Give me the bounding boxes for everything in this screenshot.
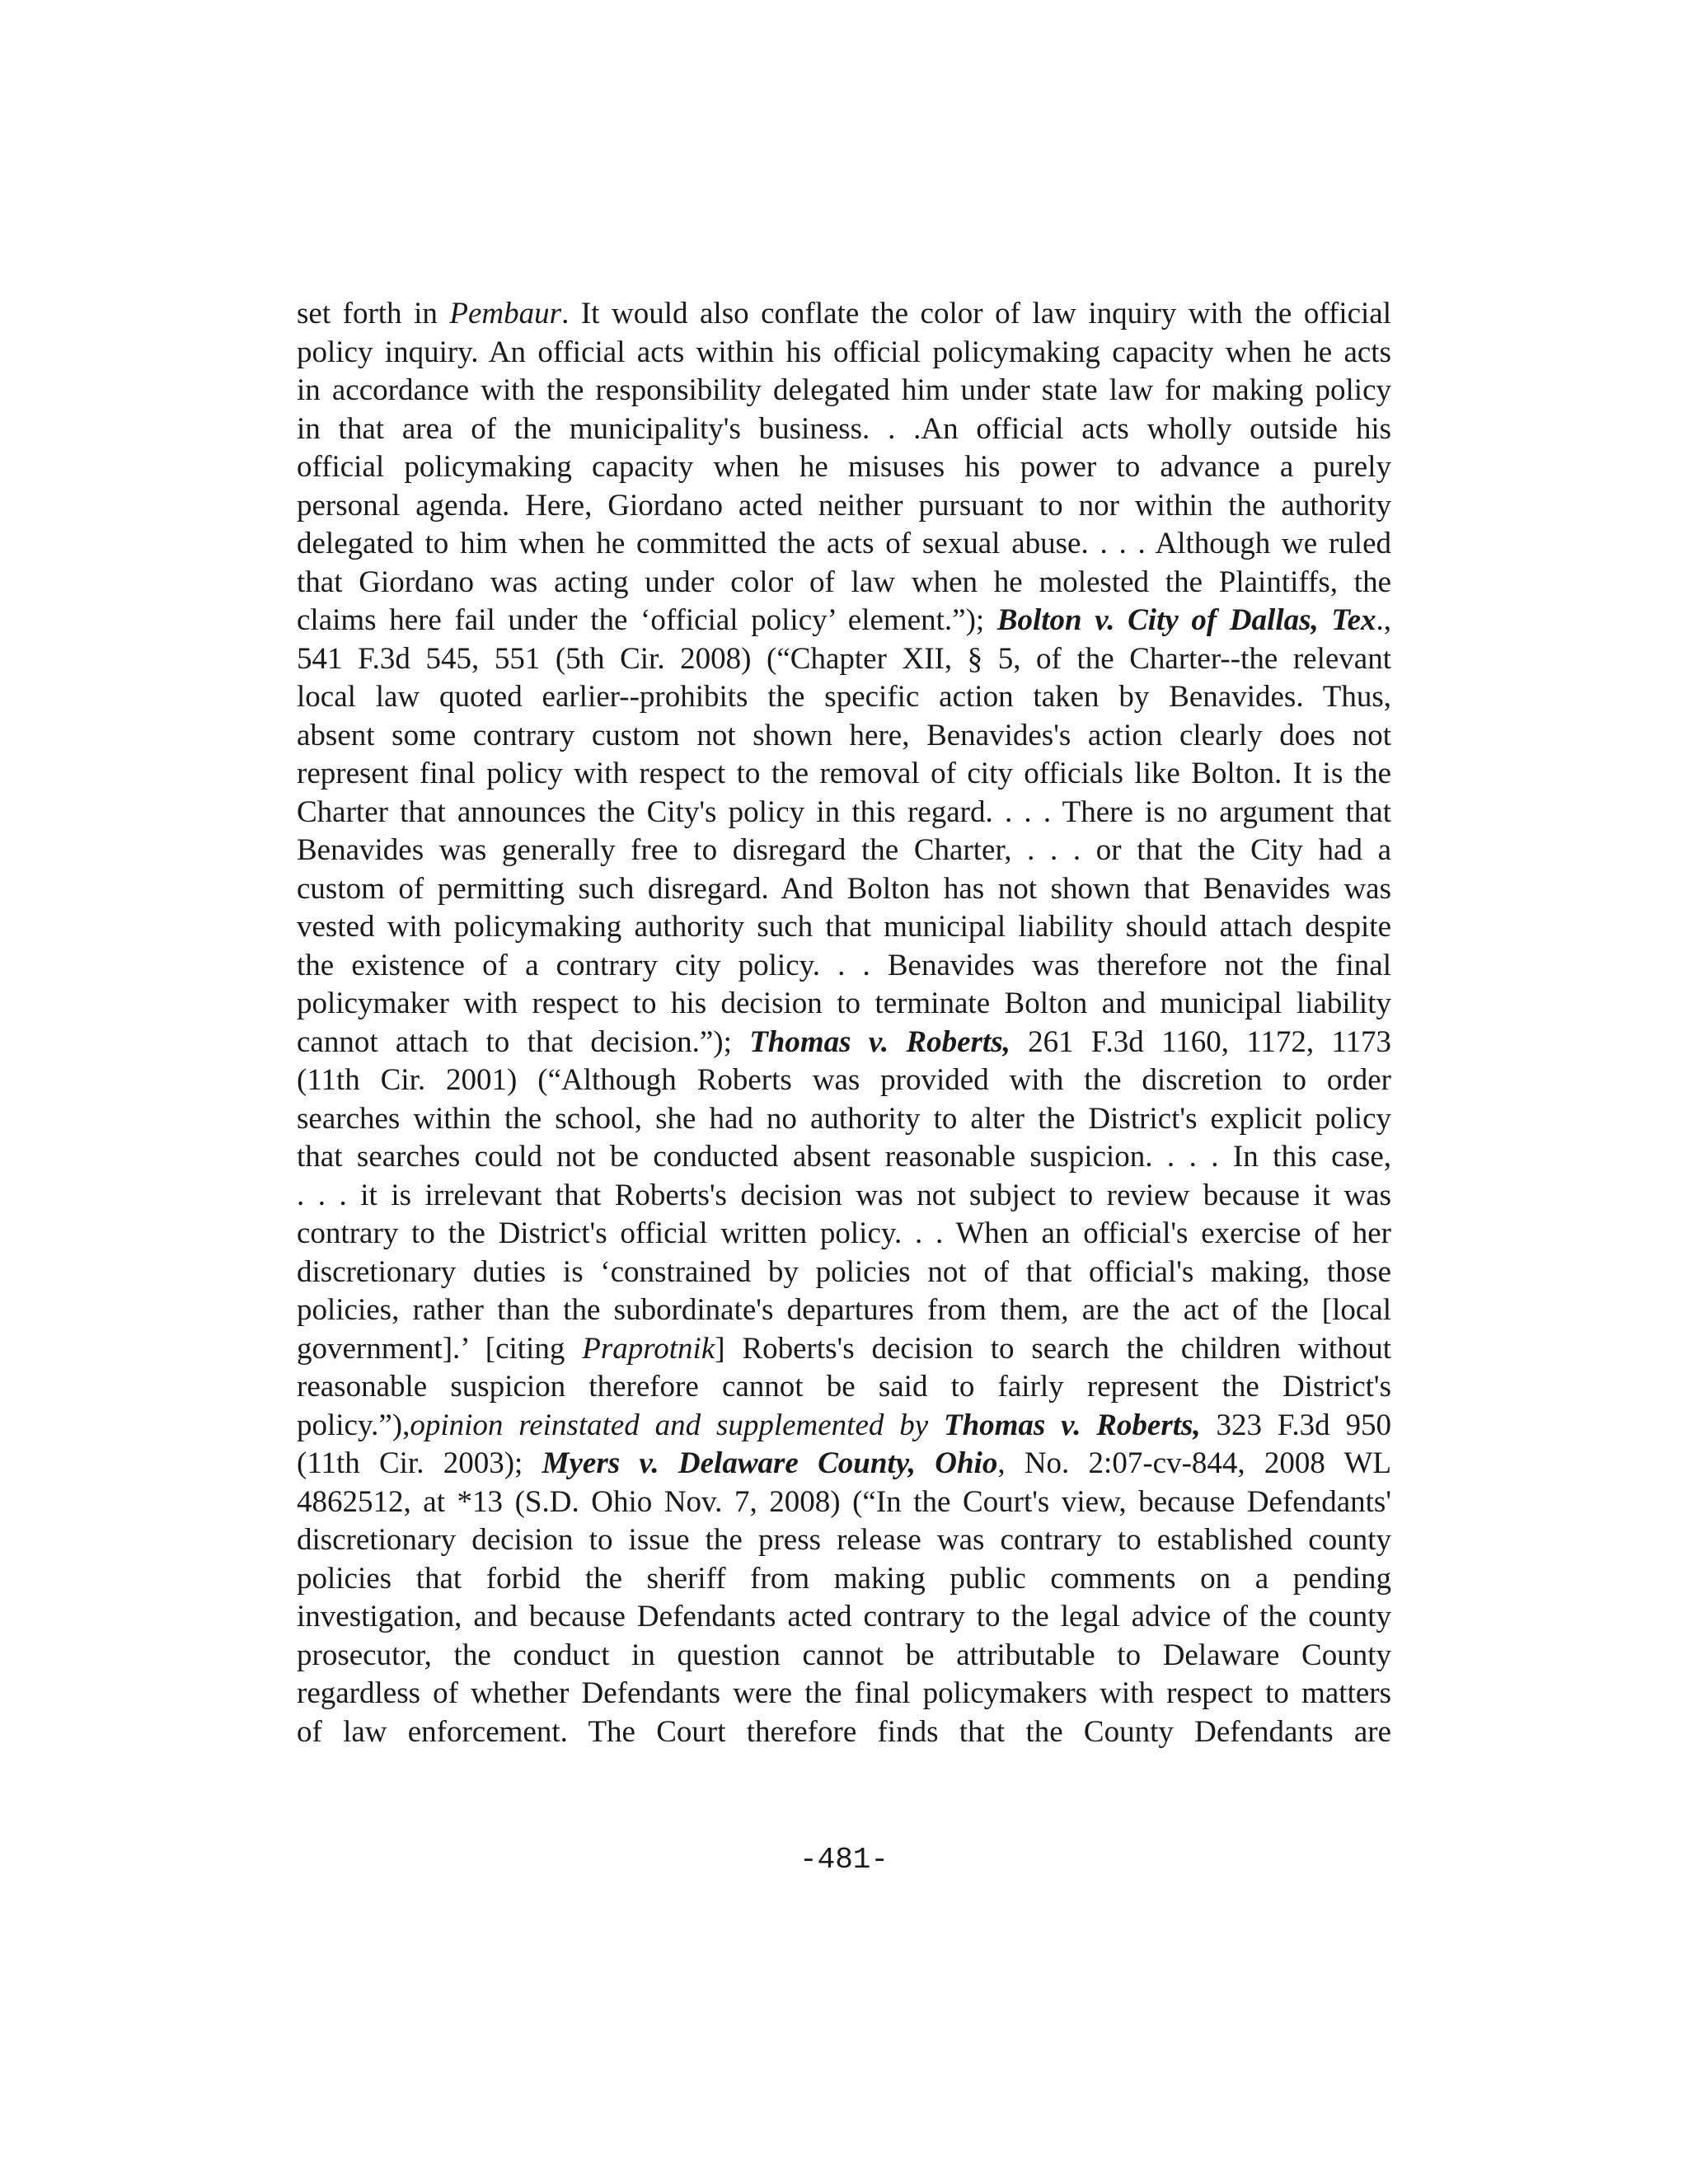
case-citation: Bolton v. City of Dallas, Tex <box>996 603 1376 637</box>
text-line <box>297 525 1391 564</box>
text-line <box>297 1368 1391 1407</box>
text-line <box>297 1254 1391 1292</box>
text-segment: 323 F.3d 950 <box>1200 1408 1391 1442</box>
text-segment: discretionary duties is ‘constrained by policies not of that official's making, those <box>297 1254 1391 1289</box>
text-segment: (11th Cir. 2003); <box>297 1446 542 1480</box>
text-line <box>297 832 1391 870</box>
text-segment: official policymaking capacity when he misuses his power to advance a purely <box>297 450 1391 484</box>
text-segment: contrary to the District's official written policy. . . When an official's exercise of her <box>297 1216 1391 1250</box>
text-segment: claims here fail under the ‘official policy’ element.”); <box>297 603 997 637</box>
case-citation: Thomas v. Roberts, <box>943 1408 1201 1442</box>
text-segment: 261 F.3d 1160, 1172, 1173 <box>1010 1024 1391 1059</box>
text-segment: in that area of the municipality's business. . .An official acts wholly outside his <box>297 411 1391 446</box>
text-segment: local law quoted earlier--prohibits the specific action taken by Benavides. Thus, <box>297 680 1391 714</box>
text-line <box>297 487 1391 526</box>
text-segment: custom of permitting such disregard. And Bolton has not shown that Benavides was <box>297 871 1391 906</box>
text-segment: set forth in <box>297 297 450 330</box>
text-line <box>297 1062 1391 1100</box>
text-line <box>297 564 1391 602</box>
text-line <box>297 640 1391 679</box>
text-segment: that Giordano was acting under color of law when he molested the Plaintiffs, the <box>297 565 1391 599</box>
text-segment: of law enforcement. The Court therefore finds that the County Defendants are <box>297 1714 1391 1749</box>
text-segment: searches within the school, she had no authority to alter the District's explicit policy <box>297 1101 1391 1136</box>
text-line <box>297 678 1391 717</box>
case-citation: Myers v. Delaware County, Ohio <box>542 1446 998 1480</box>
text-segment: prosecutor, the conduct in question cannot be attributable to Delaware County <box>297 1638 1391 1672</box>
text-line <box>297 334 1391 373</box>
text-line <box>297 870 1391 909</box>
body-text <box>297 295 1391 1751</box>
text-line <box>297 1560 1391 1599</box>
text-line <box>297 1713 1391 1752</box>
text-segment: Benavides was generally free to disregard the Charter, . . . or that the City had a <box>297 833 1391 867</box>
text-segment: (11th Cir. 2001) (“Although Roberts was provided with the discretion to order <box>297 1063 1391 1097</box>
text-segment: absent some contrary custom not shown here, Benavides's action clearly does not <box>297 718 1391 752</box>
text-segment: personal agenda. Here, Giordano acted neither pursuant to nor within the authority <box>297 488 1391 523</box>
text-segment: discretionary decision to issue the press release was contrary to established county <box>297 1523 1391 1557</box>
text-line <box>297 1330 1391 1369</box>
text-line <box>297 1215 1391 1254</box>
case-citation: Thomas v. Roberts, <box>749 1024 1010 1059</box>
text-line <box>297 1598 1391 1637</box>
text-line <box>297 794 1391 832</box>
text-line <box>297 755 1391 794</box>
text-segment: policies, rather than the subordinate's departures from them, are the act of the [local <box>297 1293 1391 1327</box>
text-segment: cannot attach to that decision.”); <box>297 1024 750 1059</box>
text-segment: represent final policy with respect to the removal of city officials like Bolton. It is the <box>297 757 1391 790</box>
text-segment: , No. 2:07-cv-844, 2008 WL <box>997 1446 1391 1480</box>
text-line <box>297 1445 1391 1483</box>
italic-text: opinion reinstated and supplemented by <box>410 1408 929 1442</box>
text-segment: reasonable suspicion therefore cannot be said to fairly represent the District's <box>297 1370 1391 1404</box>
text-line <box>297 985 1391 1024</box>
text-line <box>297 1177 1391 1216</box>
text-segment: ., <box>1376 603 1391 637</box>
text-segment: policy inquiry. An official acts within his official policymaking capacity when he acts <box>297 335 1391 369</box>
text-line <box>297 295 1391 334</box>
text-segment <box>928 1408 944 1442</box>
text-segment: policymaker with respect to his decision to terminate Bolton and municipal liability <box>297 987 1391 1020</box>
text-line <box>297 1483 1391 1522</box>
text-line <box>297 448 1391 487</box>
text-line <box>297 908 1391 947</box>
text-segment: Charter that announces the City's policy in this regard. . . . There is no argument that <box>297 794 1391 829</box>
text-segment: vested with policymaking authority such that municipal liability should attach despite <box>297 910 1391 944</box>
text-segment: government].’ [citing <box>297 1331 583 1366</box>
text-segment: investigation, and because Defendants acted contrary to the legal advice of the county <box>297 1600 1391 1633</box>
text-segment: 541 F.3d 545, 551 (5th Cir. 2008) (“Chapter XII, § 5, of the Charter--the relevant <box>297 641 1391 676</box>
text-line <box>297 717 1391 756</box>
text-segment: in accordance with the responsibility delegated him under state law for making policy <box>297 373 1391 407</box>
italic-text: Praprotnik <box>582 1331 715 1366</box>
text-segment: that searches could not be conducted absent reasonable suspicion. . . . In this case, <box>297 1140 1391 1174</box>
text-line <box>297 1291 1391 1330</box>
text-line <box>297 947 1391 986</box>
text-segment: 4862512, at *13 (S.D. Ohio Nov. 7, 2008) (“In the Court's view, because Defendants' <box>297 1484 1391 1519</box>
text-line <box>297 1024 1391 1062</box>
text-line <box>297 1100 1391 1139</box>
text-line <box>297 1521 1391 1560</box>
text-line <box>297 1407 1391 1446</box>
text-line <box>297 602 1391 640</box>
text-segment: policy.”), <box>297 1408 410 1442</box>
text-segment: . . . it is irrelevant that Roberts's decision was not subject to review because it was <box>297 1178 1391 1212</box>
text-line <box>297 1637 1391 1675</box>
text-line <box>297 1138 1391 1177</box>
text-segment: ] Roberts's decision to search the children without <box>715 1331 1391 1366</box>
page-number: -481- <box>799 1843 889 1877</box>
italic-text: Pembaur <box>449 297 562 330</box>
text-line <box>297 1675 1391 1713</box>
text-segment: delegated to him when he committed the acts of sexual abuse. . . . Although we ruled <box>297 527 1391 560</box>
text-segment: policies that forbid the sheriff from making public comments on a pending <box>297 1561 1391 1596</box>
text-segment: regardless of whether Defendants were the final policymakers with respect to matters <box>297 1676 1391 1710</box>
text-segment: . It would also conflate the color of law inquiry with the official <box>561 297 1391 330</box>
text-line <box>297 410 1391 449</box>
text-line <box>297 372 1391 410</box>
text-segment: the existence of a contrary city policy. . . Benavides was therefore not the final <box>297 948 1391 982</box>
